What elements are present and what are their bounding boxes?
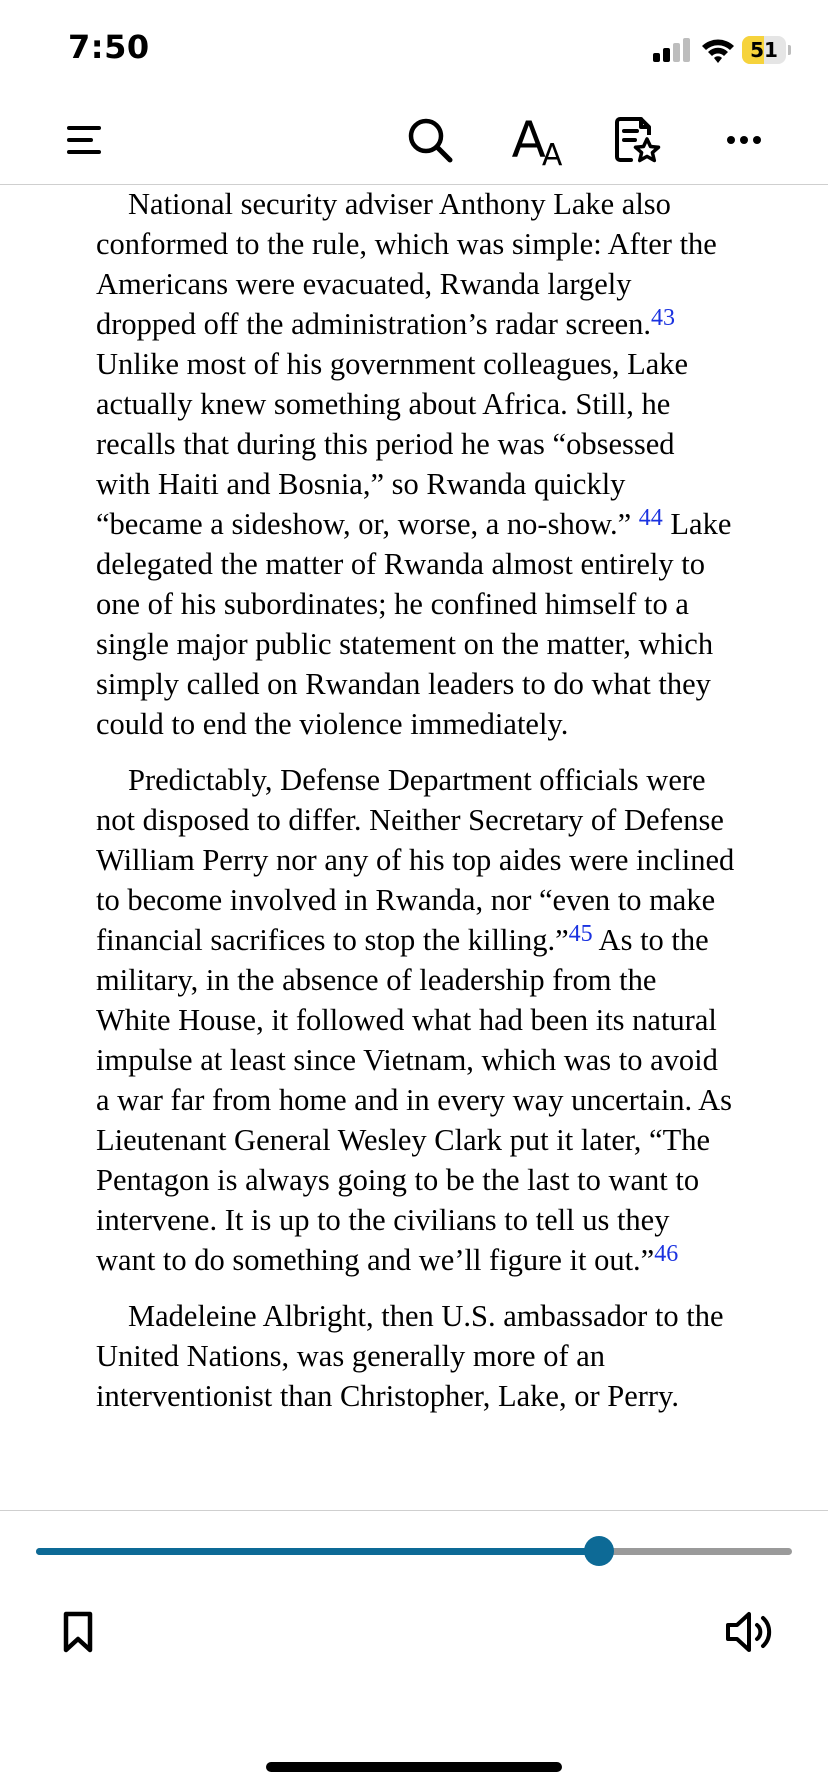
reading-progress-slider[interactable] [36,1536,792,1566]
wifi-icon [700,36,736,64]
text-size-icon [511,111,563,173]
cellular-signal-icon [652,38,692,62]
paragraph [96,1296,736,1416]
notes-bookmarks-icon [613,115,663,165]
bookmark-button[interactable] [56,1604,100,1660]
paragraph-text: Unlike most of his government colleagues, Lake actually knew something about Africa. Still, he recalls that during this period he was “obsessed with Haiti and Bosnia,” so Rwanda quickly “became a sideshow, or, worse, a no-show.” [96,347,689,541]
bottom-divider [0,1510,828,1511]
progress-thumb[interactable] [584,1536,614,1566]
paragraph-text: National security adviser Anthony Lake also conformed to the rule, which was simple: After the Americans were evacuated, Rwanda largely dropped off the administration’s radar screen. [96,187,717,341]
book-page-content[interactable] [96,184,736,1510]
footnote-link[interactable]: 45 [568,921,593,947]
more-icon [726,135,762,145]
search-button[interactable] [402,110,458,170]
paragraph-text: Madeleine Albright, then U.S. ambassador to the United Nations, was generally more of an interventionist than Christopher, Lake, or Perry. [96,1299,724,1413]
battery-cap [788,45,791,55]
paragraph-text: Predictably, Defense Department officials were not disposed to differ. Neither Secretary of Defense William Perry nor any of his top aides were inclined to become involved in Rwanda, nor “even to make financial sacrifices to stop the killing.” [96,763,735,957]
text-size-large-a: A [511,111,542,169]
text-size-small-a: A [541,138,563,173]
paragraph-text: Lake delegated the matter of Rwanda almost entirely to one of his subordinates; he confined himself to a single major public statement on the matter, which simply called on Rwandan leaders to do what they could to end the violence immediately. [96,507,732,741]
battery-body [742,36,786,64]
paragraph [96,760,736,1280]
menu-icon [65,124,103,156]
status-time: 7:50 [68,28,150,66]
battery-indicator [742,36,792,64]
battery-level: 51 [750,38,778,62]
footnote-link[interactable]: 44 [638,505,663,531]
speaker-icon [724,1610,776,1654]
table-of-contents-button[interactable] [56,110,112,170]
notes-bookmarks-button[interactable] [608,110,668,170]
search-icon [407,117,453,163]
footnote-link[interactable]: 43 [651,305,676,331]
progress-fill [36,1548,599,1555]
status-bar [0,0,828,100]
footnote-link[interactable]: 46 [654,1241,679,1267]
bookmark-icon [63,1611,93,1653]
home-indicator[interactable] [266,1762,562,1772]
more-options-button[interactable] [716,110,772,170]
reader-toolbar [0,100,828,185]
read-aloud-button[interactable] [720,1604,780,1660]
text-settings-button[interactable] [505,110,569,173]
paragraph [96,184,736,744]
paragraph-text: As to the military, in the absence of leadership from the White House, it followed what had been its natural impulse at least since Vietnam, which was to avoid a war far from home and in every way uncertain. As Lieutenant General Wesley Clark put it later, “The Pentagon is always going to be the last to want to intervene. It is up to the civilians to tell us they want to do something and we’ll figure it out.” [96,923,733,1277]
